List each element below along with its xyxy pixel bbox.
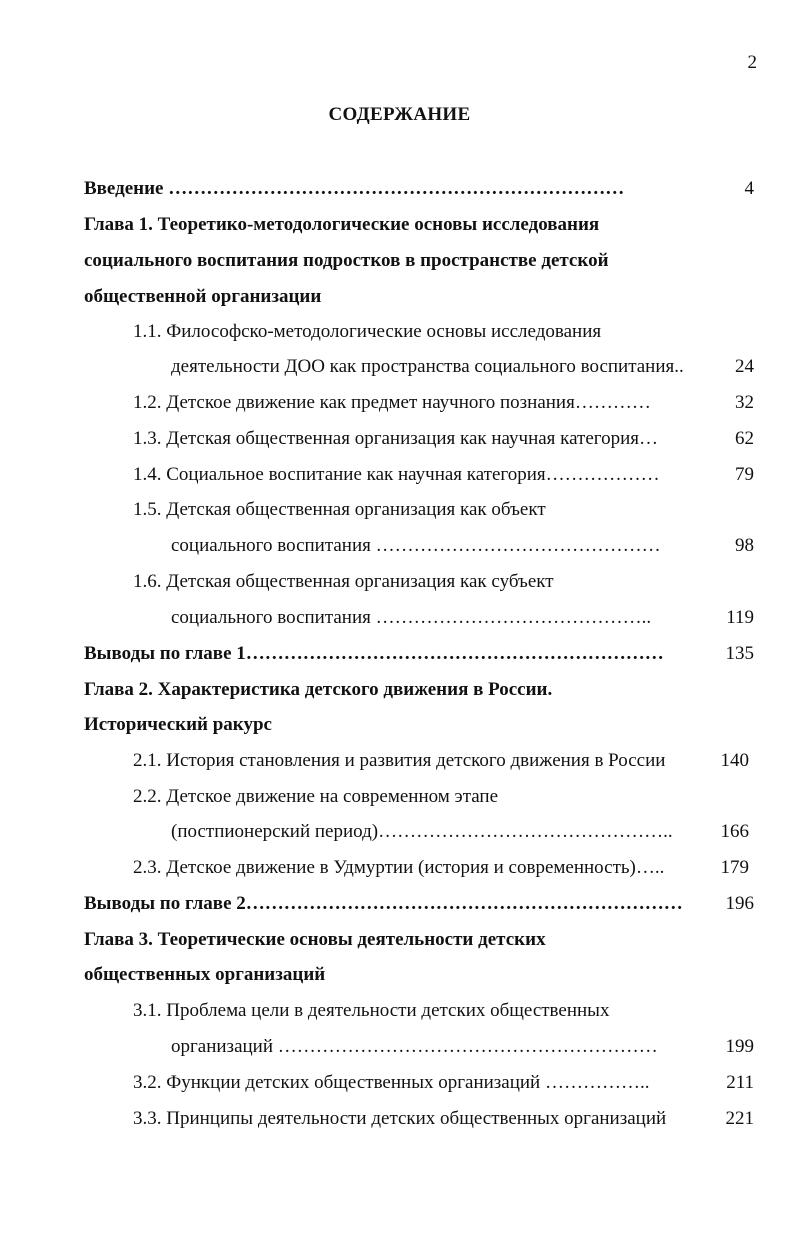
- toc-chapter-2-title-line-2: Исторический ракурс: [84, 714, 272, 735]
- toc-section-1-6-line-2: социального воспитания ……………………………………..: [171, 607, 652, 628]
- toc-section-1-2: 1.2. Детское движение как предмет научного познания…………: [133, 392, 651, 413]
- toc-chapter-1-title-line-2: социального воспитания подростков в пространстве детской: [84, 250, 609, 271]
- toc-conclusions-chapter-1: Выводы по главе 1…………………………………………………………: [84, 643, 664, 664]
- toc-page-2-3: 179: [720, 857, 749, 878]
- toc-page-2-2: 166: [720, 821, 749, 842]
- toc-page-conclusions-1: 135: [725, 643, 754, 664]
- toc-entry-introduction: Введение ………………………………………………………………: [84, 178, 625, 199]
- toc-section-2-2-line-2: (постпионерский период)………………………………………..: [171, 821, 673, 842]
- toc-section-3-1-line-1: 3.1. Проблема цели в деятельности детских общественных: [133, 1000, 610, 1021]
- toc-page-1-3: 62: [735, 428, 754, 449]
- toc-section-1-1-line-2: деятельности ДОО как пространства социального воспитания..: [171, 356, 684, 377]
- toc-page-1-2: 32: [735, 392, 754, 413]
- toc-page-1-4: 79: [735, 464, 754, 485]
- toc-page-1-6: 119: [726, 607, 754, 628]
- toc-section-1-5-line-2: социального воспитания ………………………………………: [171, 535, 661, 556]
- toc-section-3-2: 3.2. Функции детских общественных организаций ……………..: [133, 1072, 650, 1093]
- toc-page-1-5: 98: [735, 535, 754, 556]
- toc-section-3-1-line-2: организаций ……………………………………………………: [171, 1036, 658, 1057]
- toc-page-conclusions-2: 196: [725, 893, 754, 914]
- toc-page-2-1: 140: [720, 750, 749, 771]
- toc-conclusions-chapter-2: Выводы по главе 2……………………………………………………………: [84, 893, 683, 914]
- toc-page-3-2: 211: [726, 1072, 754, 1093]
- toc-section-1-3: 1.3. Детская общественная организация как научная категория…: [133, 428, 659, 449]
- toc-section-3-3: 3.3. Принципы деятельности детских общественных организаций: [133, 1108, 667, 1129]
- toc-section-1-4: 1.4. Социальное воспитание как научная категория………………: [133, 464, 660, 485]
- toc-chapter-3-title-line-1: Глава 3. Теоретические основы деятельности детских: [84, 929, 546, 950]
- toc-chapter-3-title-line-2: общественных организаций: [84, 964, 326, 985]
- toc-page-3-1: 199: [725, 1036, 754, 1057]
- toc-page-1-1: 24: [735, 356, 754, 377]
- toc-section-1-5-line-1: 1.5. Детская общественная организация как объект: [133, 499, 546, 520]
- toc-chapter-2-title-line-1: Глава 2. Характеристика детского движения в России.: [84, 679, 553, 700]
- toc-section-1-6-line-1: 1.6. Детская общественная организация как субъект: [133, 571, 554, 592]
- toc-page-3-3: 221: [725, 1108, 754, 1129]
- toc-page-introduction: 4: [744, 178, 754, 199]
- toc-chapter-1-title-line-1: Глава 1. Теоретико-методологические основы исследования: [84, 214, 600, 235]
- toc-section-2-1: 2.1. История становления и развития детского движения в России: [133, 750, 666, 771]
- toc-section-2-3: 2.3. Детское движение в Удмуртии (история и современность)…..: [133, 857, 665, 878]
- toc-section-1-1-line-1: 1.1. Философско-методологические основы исследования: [133, 321, 602, 342]
- toc-section-2-2-line-1: 2.2. Детское движение на современном этапе: [133, 786, 499, 807]
- page-number: 2: [747, 52, 757, 73]
- page-title: СОДЕРЖАНИЕ: [328, 104, 471, 125]
- toc-chapter-1-title-line-3: общественной организации: [84, 286, 322, 307]
